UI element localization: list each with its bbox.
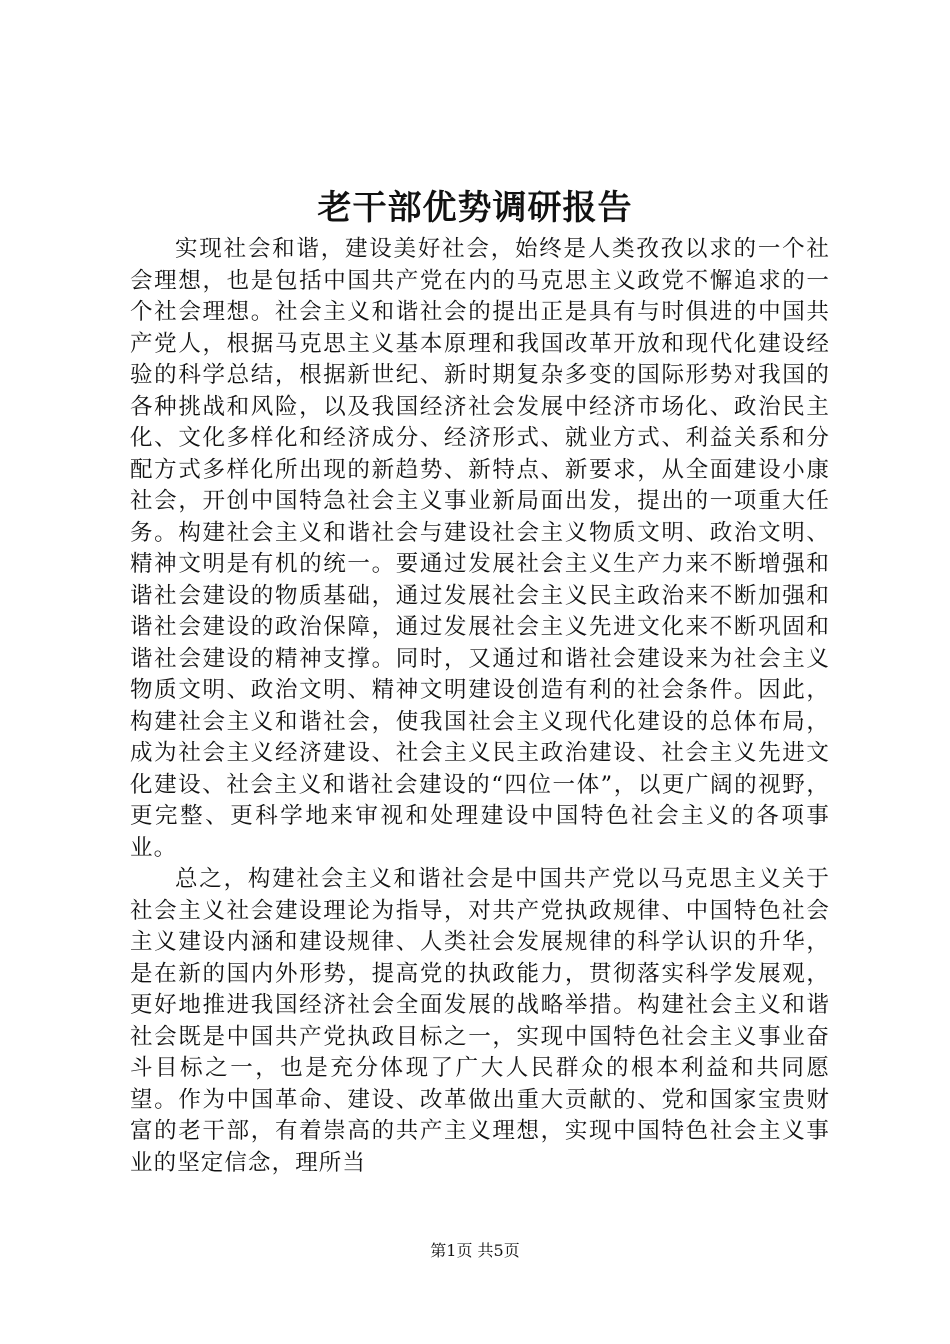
document-body — [130, 234, 830, 1179]
document-title: 老干部优势调研报告 — [317, 188, 633, 228]
body-paragraph: 总之，构建社会主义和谐社会是中国共产党以马克思主义关于社会主义社会建设理论为指导，对共产党执政规律、中国特色社会主义建设内涵和建设规律、人类社会发展规律的科学认识的升华，是在新的国内外形势，提高党的执政能力，贯彻落实科学发展观，更好地推进我国经济社会全面发展的战略举措。构建社会主义和谐社会既是中国共产党执政目标之一，实现中国特色社会主义事业奋斗目标之一，也是充分体现了广大人民群众的根本利益和共同愿望。作为中国革命、建设、改革做出重大贡献的、党和国家宝贵财富的老干部，有着崇高的共产主义理想，实现中国特色社会主义事业的坚定信念，理所当 — [130, 866, 830, 1176]
body-paragraph: 实现社会和谐，建设美好社会，始终是人类孜孜以求的一个社会理想，也是包括中国共产党在内的马克思主义政党不懈追求的一个社会理想。社会主义和谐社会的提出正是具有与时俱进的中国共产党人，根据马克思主义基本原理和我国改革开放和现代化建设经验的科学总结，根据新世纪、新时期复杂多变的国际形势对我国的各种挑战和风险，以及我国经济社会发展中经济市场化、政治民主化、文化多样化和经济成分、经济形式、就业方式、利益关系和分配方式多样化所出现的新趋势、新特点、新要求，从全面建设小康社会，开创中国特急社会主义事业新局面出发，提出的一项重大任务。构建社会主义和谐社会与建设社会主义物质文明、政治文明、精神文明是有机的统一。要通过发展社会主义生产力来不断增强和谐社会建设的物质基础，通过发展社会主义民主政治来不断加强和谐社会建设的政治保障，通过发展社会主义先进文化来不断巩固和谐社会建设的精神支撑。同时，又通过和谐社会建设来为社会主义物质文明、政治文明、精神文明建设创造有利的社会条件。因此，构建社会主义和谐社会，使我国社会主义现代化建设的总体布局，成为社会主义经济建设、社会主义民主政治建设、社会主义先进文化建设、社会主义和谐社会建设的“四位一体”，以更广阔的视野，更完整、更科学地来审视和处理建设中国特色社会主义的各项事业。 — [130, 236, 830, 861]
page-number: 第1页 共5页 — [430, 1241, 520, 1260]
